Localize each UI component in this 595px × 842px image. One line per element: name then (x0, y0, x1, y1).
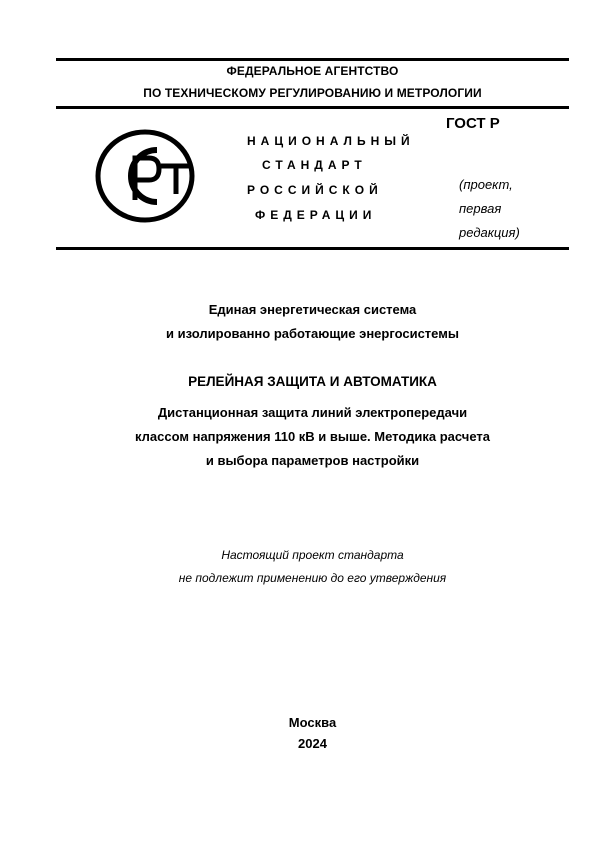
top-rule (56, 58, 569, 61)
notice-line-1: Настоящий проект стандарта (221, 548, 404, 562)
agency-line-2: ПО ТЕХНИЧЕСКОМУ РЕГУЛИРОВАНИЮ И МЕТРОЛОГИИ (143, 86, 482, 100)
city: Москва (288, 715, 337, 730)
draft-note-line-1: (проект, (459, 177, 513, 192)
notice-line-2: не подлежит применению до его утверждения (178, 571, 447, 585)
draft-note-line-3: редакция) (459, 225, 520, 240)
draft-note-line-2: первая (459, 201, 502, 216)
document-subtitle-line-3: и выбора параметров настройки (205, 453, 420, 468)
year: 2024 (298, 736, 327, 751)
bottom-rule (56, 247, 569, 250)
document-subtitle-line-2: классом напряжения 110 кВ и выше. Методика расчета (134, 429, 490, 444)
document-title: РЕЛЕЙНАЯ ЗАЩИТА И АВТОМАТИКА (188, 374, 437, 389)
agency-line-1: ФЕДЕРАЛЬНОЕ АГЕНТСТВО (226, 64, 399, 78)
gost-code: ГОСТ Р (446, 115, 500, 132)
standard-line-federation: ФЕДЕРАЦИИ (255, 208, 377, 222)
system-line-2: и изолированно работающие энергосистемы (166, 326, 459, 341)
document-subtitle-line-1: Дистанционная защита линий электропередачи (157, 405, 468, 420)
rst-gost-emblem-icon (95, 128, 195, 223)
standard-line-standard: СТАНДАРТ (262, 158, 367, 172)
system-line-1: Единая энергетическая система (208, 302, 417, 317)
standard-line-national: НАЦИОНАЛЬНЫЙ (247, 134, 415, 148)
header-rule (56, 106, 569, 109)
standard-line-russian: РОССИЙСКОЙ (247, 183, 383, 197)
